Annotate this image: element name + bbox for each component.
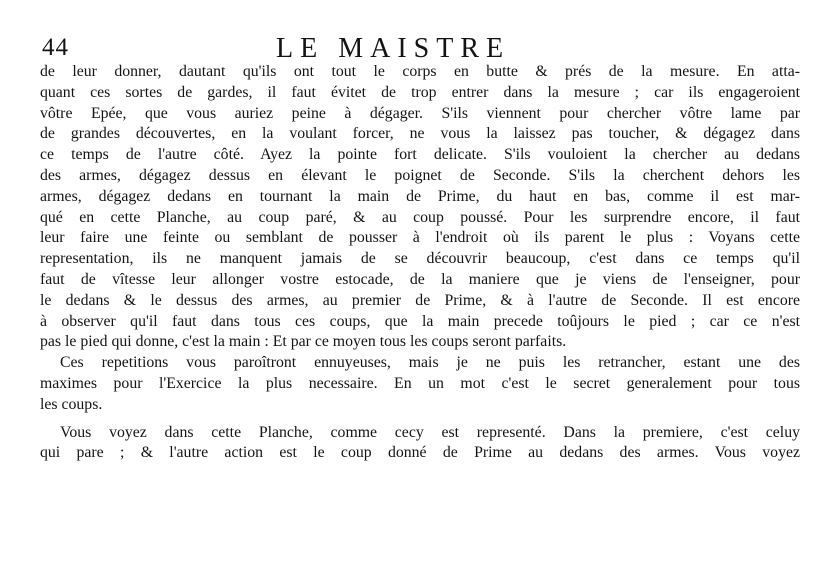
text-line: ce temps de l'autre côté. Ayez la pointe fort delicate. S'ils vouloient la chercher au dedans bbox=[40, 146, 800, 164]
text-line: quant ces sortes de gardes, il faut évitet de trop entrer dans la mesure ; car ils engageroient bbox=[40, 83, 800, 101]
paragraph-gap bbox=[40, 416, 800, 423]
text-line: leur faire une feinte ou semblant de pousser à l'endroit où ils parent le plus : Voyans cette bbox=[40, 229, 800, 247]
text-line: armes, dégagez dedans en tournant la main de Prime, du haut en bas, comme il est mar- bbox=[40, 187, 800, 205]
text-line: pas le pied qui donne, c'est la main : Et par ce moyen tous les coups seront parfaits. bbox=[40, 333, 567, 351]
text-line: à observer qu'il faut dans tous ces coups, que la main precede toûjours le pied ; car ce n'est bbox=[40, 312, 800, 330]
text-line: representation, ils ne manquent jamais de se découvrir beaucoup, c'est dans ce temps qu'il bbox=[40, 250, 800, 268]
text-line: vôtre Epée, que vous auriez peine à dégager. S'ils viennent pour chercher vôtre lame par bbox=[40, 104, 800, 122]
running-title: LE MAISTRE bbox=[276, 33, 511, 64]
text-line: qué en cette Planche, au coup paré, & au coup poussé. Pour les surprendre encore, il faut bbox=[40, 208, 800, 226]
page-number: 44 bbox=[42, 34, 69, 61]
text-line: Vous voyez dans cette Planche, comme cecy est representé. Dans la premiere, c'est celuy bbox=[60, 423, 800, 441]
text-line: de leur donner, dautant qu'ils ont tout le corps en butte & prés de la mesure. En atta- bbox=[40, 63, 800, 80]
text-line: qui pare ; & l'autre action est le coup donné de Prime au dedans des armes. Vous voyez bbox=[40, 444, 800, 462]
text-line: maximes pour l'Exercice la plus necessaire. En un mot c'est le secret generalement pour tous bbox=[40, 374, 800, 392]
text-line: des armes, dégagez dessus en élevant le poignet de Seconde. S'ils la cherchent dehors les bbox=[40, 166, 800, 184]
text-line: le dedans & le dessus des armes, au premier de Prime, & à l'autre de Seconde. Il est encore bbox=[40, 291, 800, 309]
text-line: faut de vîtesse leur allonger vostre estocade, de la maniere que je viens de l'enseigner, pour bbox=[40, 270, 800, 288]
text-line: Ces repetitions vous paroîtront ennuyeuses, mais je ne puis les retrancher, estant une des bbox=[60, 354, 800, 372]
text-line: de grandes découvertes, en la voulant forcer, ne vous la laissez pas toucher, & dégagez dans bbox=[40, 125, 800, 143]
body-text bbox=[40, 62, 800, 464]
text-line: les coups. bbox=[40, 395, 103, 413]
